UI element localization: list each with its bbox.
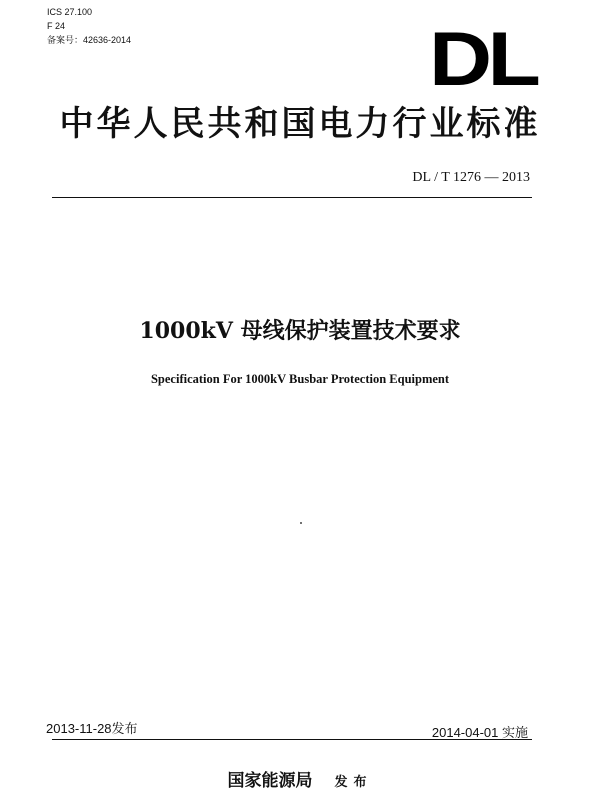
ics-code: ICS 27.100 <box>47 7 93 17</box>
issuer-name: 国家能源局 <box>227 771 313 791</box>
implement-date: 2014-04-01 实施 <box>431 725 528 740</box>
document-title-en: Specification For 1000kV Busbar Protection Equipment <box>150 372 450 386</box>
dl-logo: DL <box>428 17 536 102</box>
issuer-line <box>0 766 600 791</box>
document-title-cn: 1000kV 母线保护装置技术要求 <box>139 318 461 344</box>
top-divider <box>52 197 532 198</box>
speck-mark <box>300 522 302 524</box>
standard-title: 中华人民共和国电力行业标准 <box>59 104 541 144</box>
issue-date: 2013-11-28发布 <box>46 721 138 736</box>
classification-codes <box>47 5 131 47</box>
record-number: 备案号：42636-2014 <box>47 35 132 45</box>
issuer-action: 发布 <box>334 775 373 790</box>
standard-number: DL / T 1276 — 2013 <box>412 170 530 185</box>
classification-code: F 24 <box>47 21 66 31</box>
bottom-divider <box>52 739 532 740</box>
